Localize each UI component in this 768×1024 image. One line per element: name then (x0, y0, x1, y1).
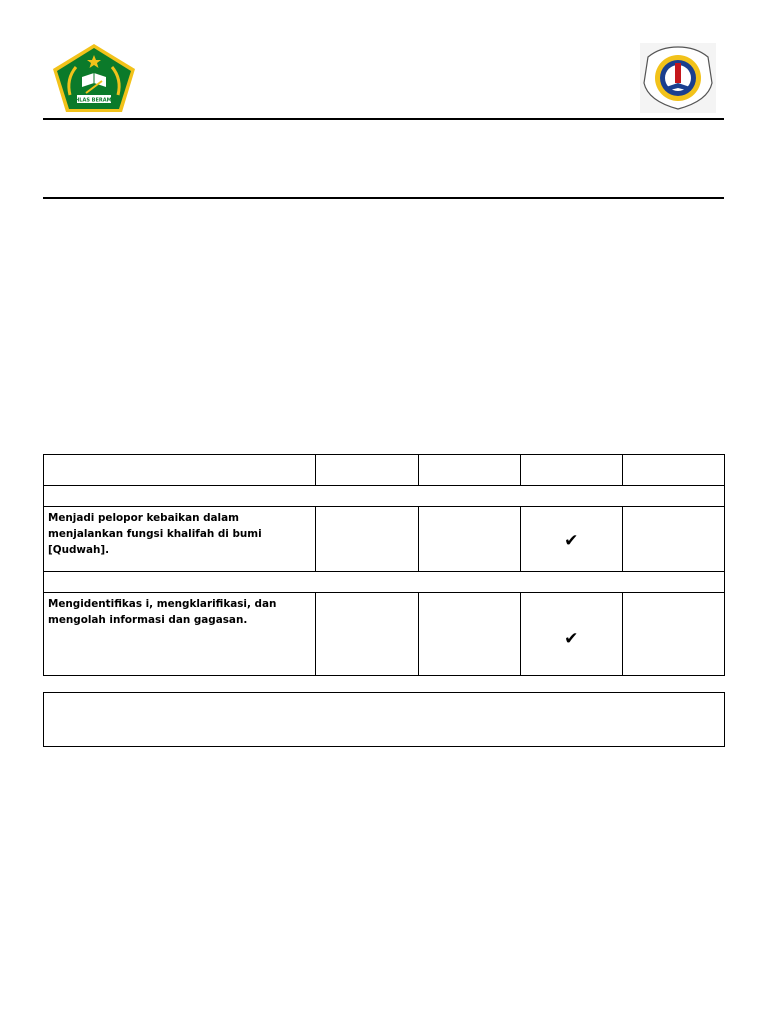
check-cell (622, 507, 724, 572)
checkmark-icon: ✔ (520, 593, 622, 676)
kemenag-emblem-icon (52, 43, 136, 113)
header-cell-score-3 (520, 455, 622, 486)
checkmark-icon: ✔ (520, 507, 622, 572)
row-description: Mengidentifikas i, mengklarifikasi, dan mengolah informasi dan gagasan. (48, 598, 277, 626)
header-cell-description (44, 455, 316, 486)
check-cell (316, 507, 418, 572)
header-cell-score-4 (622, 455, 724, 486)
check-cell (418, 507, 520, 572)
row-description: Menjadi pelopor kebaikan dalam menjalankan fungsi khalifah di bumi [Qudwah]. (48, 512, 262, 556)
table-row (44, 507, 725, 572)
section-cell (44, 486, 725, 507)
assessment-rubric-table (43, 454, 725, 676)
section-row (44, 486, 725, 507)
table-header-row (44, 455, 725, 486)
row-description-cell (44, 593, 316, 676)
notes-box (43, 692, 725, 747)
table-row (44, 593, 725, 676)
check-cell (316, 593, 418, 676)
row-description-cell (44, 507, 316, 572)
section-cell (44, 572, 725, 593)
check-cell (622, 593, 724, 676)
emblem-motto: IKHLAS BERAMAL (69, 97, 119, 104)
header-rule-bottom (43, 197, 724, 199)
section-row (44, 572, 725, 593)
header-rule-top (43, 118, 724, 120)
header-cell-score-1 (316, 455, 418, 486)
school-crest-icon (640, 43, 716, 113)
check-cell (418, 593, 520, 676)
header-cell-score-2 (418, 455, 520, 486)
